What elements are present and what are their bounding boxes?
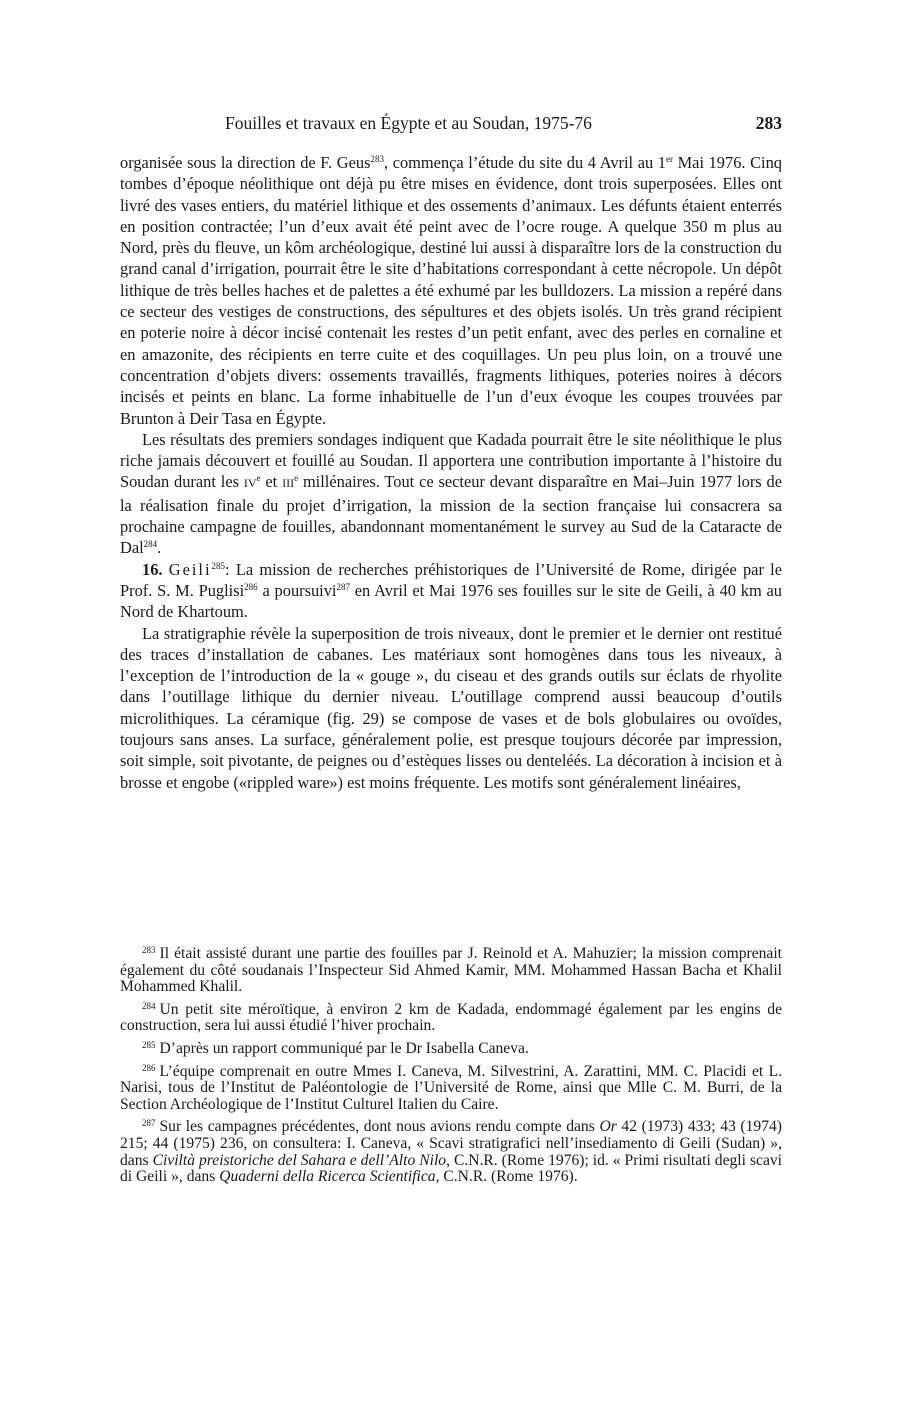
text-run: , commença l’étude du site du 4 Avril au 1 bbox=[383, 153, 666, 172]
text-run: en Avril et Mai 1976 ses fouilles sur le site de Geili, à 40 km au Nord de Khartoum. bbox=[120, 580, 782, 622]
footnote-ref-283: 283 bbox=[370, 154, 384, 164]
superscript-er: er bbox=[665, 154, 673, 164]
footnote-number: 283 bbox=[142, 945, 156, 955]
text-run: organisée sous la direction de F. Geus bbox=[120, 153, 371, 172]
superscript-e: e bbox=[294, 473, 299, 484]
footnote-text: , C.N.R. (Rome 1976); id. « Primi risultati degli scavi di Geili », dans bbox=[120, 1151, 782, 1186]
footnotes bbox=[120, 946, 782, 1192]
footnote-284 bbox=[120, 1002, 782, 1035]
text-run: Les résultats des premiers sondages indiquent que Kadada pourrait être le site néolithique le plus riche jamais découvert et fouillé au Soudan. Il apportera une contribution importante à l’histoire du Soudan durant les bbox=[120, 429, 782, 492]
page-header bbox=[120, 113, 782, 135]
text-run: . bbox=[157, 538, 162, 558]
footnote-287 bbox=[120, 1119, 782, 1185]
book-title: Civiltà preistoriche del Sahara e dell’Alto Nilo bbox=[152, 1151, 447, 1169]
footnote-286 bbox=[120, 1064, 782, 1114]
section-number: 16. bbox=[142, 559, 163, 579]
running-title: Fouilles et travaux en Égypte et au Soudan, 1975-76 bbox=[225, 113, 592, 133]
paragraph-kadada-excavation bbox=[120, 152, 782, 429]
text-run: millénaires. Tout ce secteur devant disparaître en Mai–Juin 1977 lors de la réalisation finale du projet d’irrigation, la mission de la section française lui consacrera sa prochaine campagne de fouilles, abandonnant momentanément le survey au Sud de la Cataracte de Dal bbox=[120, 472, 783, 558]
footnote-ref-287: 287 bbox=[336, 581, 350, 592]
footnote-text: L’équipe comprenait en outre Mmes I. Caneva, M. Silvestrini, A. Zarattini, MM. C. Placidi et L. Narisi, tous de l’Institut de Paléontologie de l’Université de Rome, ainsi que Mlle C. M. Burri, de la Section Archéologique de l’Institut Culturel Italien du Caire. bbox=[120, 1062, 782, 1113]
roman-numeral: IV bbox=[243, 476, 257, 491]
text-run: et bbox=[260, 472, 283, 492]
footnote-number: 285 bbox=[142, 1039, 156, 1050]
journal-title: Or bbox=[599, 1118, 617, 1136]
superscript-e: e bbox=[256, 473, 261, 484]
footnote-text: 42 (1973) 433; 43 (1974) 215; 44 (1975) 236, on consultera: I. Caneva, « Scavi stratigrafici nell’insediamento di Geili (Sudan) », dans bbox=[120, 1118, 782, 1169]
footnote-283 bbox=[120, 946, 782, 996]
site-name: Geili bbox=[168, 559, 212, 579]
footnote-ref-284: 284 bbox=[143, 539, 158, 550]
footnote-number: 287 bbox=[142, 1118, 156, 1129]
footnote-number: 286 bbox=[142, 1062, 156, 1073]
paragraph-geili-section bbox=[120, 559, 782, 623]
text-run: Mai 1976. Cinq tombes d’époque néolithique ont déjà pu être mises en évidence, dont trois superposées. Elles ont livré des vases entiers, du matériel lithique et des ossements d’animaux. Les défunts étaient enterrés en position contractée; l’un d’eux avait été peint avec de l’ocre rouge. A quelque 350 m plus au Nord, près du fleuve, un kôm archéologique, destiné lui aussi à disparaître lors de la construction du grand canal d’irrigation, pourrait être le site d’habitations correspondant à cette nécropole. Un dépôt lithique de très belles haches et de palettes a été exhumé par les bulldozers. La mission a repéré dans ce secteur des vestiges de constructions, des sépultures et des objets isolés. Un très grand récipient en poterie noire à décor incisé contenait les restes d’un petit enfant, avec des perles en cornaline et en amazonite, des récipients en terre cuite et des coquillages. Un peu plus loin, on a trouvé une concentration d’objets divers: ossements travaillés, fragments lithiques, poteries noires à décors incisés et peints en blanc. La forme inhabituelle de l’un d’eux évoque les coupes trouvées par Brunton à Deir Tasa en Égypte. bbox=[120, 153, 782, 428]
series-title: Quaderni della Ricerca Scientifica bbox=[219, 1168, 436, 1186]
footnote-text: D’après un rapport communiqué par le Dr Isabella Caneva. bbox=[159, 1039, 529, 1057]
roman-numeral: III bbox=[282, 476, 295, 491]
body-text bbox=[120, 152, 782, 793]
footnote-ref-285: 285 bbox=[211, 560, 226, 571]
footnote-text: Sur les campagnes précédentes, dont nous avions rendu compte dans bbox=[159, 1118, 600, 1136]
footnote-text: Il était assisté durant une partie des fouilles par J. Reinold et A. Mahuzier; la mission comprenait également du côté soudanais l’Inspecteur Sid Ahmed Kamir, MM. Mohammed Hassan Bacha et Khalil Mohammed Khalil. bbox=[120, 945, 782, 996]
footnote-text: , C.N.R. (Rome 1976). bbox=[435, 1168, 578, 1186]
footnote-text: Un petit site méroïtique, à environ 2 km de Kadada, endommagé également par les engins de construction, sera lui aussi étudié l’hiver prochain. bbox=[120, 1000, 782, 1035]
page-number: 283 bbox=[755, 113, 782, 133]
text-run: a poursuivi bbox=[257, 580, 337, 600]
paragraph-geili-stratigraphy: La stratigraphie révèle la superposition de trois niveaux, dont le premier et le dernier ont restitué des traces d’installation de cabanes. Les matériaux sont homogènes dans tous les niveaux, à l’exception de l’introduction de la « gouge », du ciseau et des grands outils sur éclats de rhyolite dans l’outillage lithique du dernier niveau. L’outillage comprend aussi beaucoup d’outils microlithiques. La céramique (fig. 29) se compose de vases et de bols globulaires ou ovoïdes, toujours sans anses. La surface, généralement polie, est presque toujours décorée par impression, soit simple, soit pivotante, de peignes ou d’estèques lisses ou denteléés. La décoration à incision et à brosse et engobe («rippled ware») est moins fréquente. Les motifs sont généralement linéaires, bbox=[120, 623, 782, 792]
footnote-ref-286: 286 bbox=[244, 581, 258, 592]
footnote-285 bbox=[120, 1041, 782, 1058]
footnote-number: 284 bbox=[142, 1000, 156, 1011]
paragraph-kadada-results bbox=[120, 429, 782, 559]
text-run: : La mission de recherches préhistoriques de l’Université de Rome, dirigée par le Prof. S. M. Puglisi bbox=[120, 559, 782, 600]
